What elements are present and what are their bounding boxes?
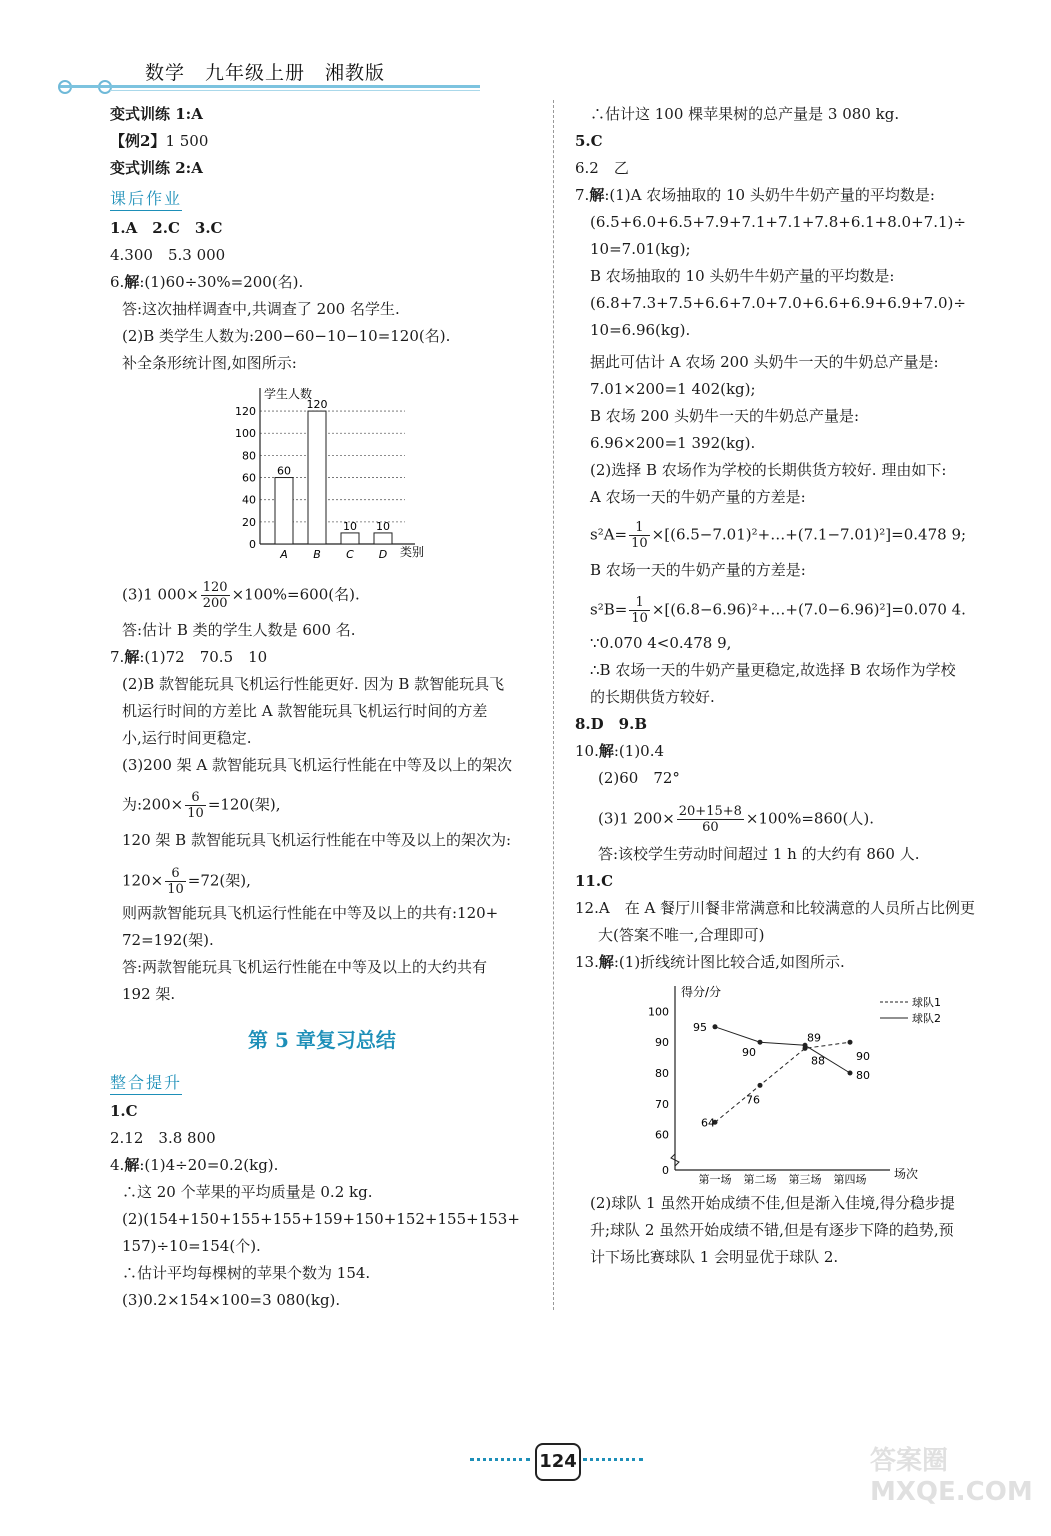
answer-line: 5.C [575, 132, 603, 150]
y-tick-label: 60 [242, 471, 256, 485]
series-line [715, 1042, 850, 1122]
answer-line: 157)÷10=154(个). [122, 1237, 261, 1255]
numerator: 6 [165, 866, 186, 882]
denominator: 200 [202, 596, 228, 611]
solution-label: 解 [598, 953, 614, 971]
section-heading: 课后作业 [110, 186, 182, 211]
data-label: 90 [856, 1050, 870, 1064]
data-label: 89 [807, 1031, 821, 1045]
answer-line: (2)60 72° [598, 769, 680, 787]
formula-part: (3)1 000× [122, 585, 199, 604]
answer-line [590, 595, 966, 626]
answer-line: 192 架. [122, 985, 176, 1003]
answer-line: B 农场一天的牛奶产量的方差是: [590, 561, 806, 579]
answer-line [122, 790, 280, 821]
y-tick-label: 80 [242, 449, 256, 463]
answer-line [590, 520, 966, 551]
formula-part: s²A= [590, 525, 628, 544]
answer-line: B 农场 200 头奶牛一天的牛奶总产量是: [590, 407, 860, 425]
answer-line: ∴估计这 100 棵苹果树的总产量是 3 080 kg. [590, 105, 900, 123]
denominator: 10 [167, 882, 184, 897]
answer-line: 升;球队 2 虽然开始成绩不错,但是有逐步下降的趋势,预 [590, 1221, 954, 1239]
data-label: 90 [742, 1046, 756, 1060]
y-tick-label: 120 [235, 405, 256, 419]
q-number: 10. [575, 742, 599, 760]
solution-text: :(1)4÷20=0.2(kg). [139, 1156, 279, 1174]
denominator: 60 [702, 820, 719, 835]
answer-line [575, 952, 845, 972]
answer-line: ∵0.070 4<0.478 9, [590, 634, 732, 652]
bar [275, 478, 293, 544]
data-point [848, 1040, 853, 1045]
answer-line: (2)B 类学生人数为:200−60−10−10=120(名). [122, 327, 451, 345]
denominator: 10 [631, 611, 648, 626]
answer-line [110, 1155, 278, 1175]
column-divider [553, 100, 554, 1310]
numerator: 20+15+8 [678, 804, 742, 819]
bar-value-label: 120 [306, 398, 328, 412]
q-number: 13. [575, 953, 599, 971]
answer-line: 2.12 3.8 800 [110, 1129, 216, 1147]
bar [308, 411, 326, 544]
chapter-title: 第 5 章复习总结 [248, 1028, 396, 1052]
x-axis-label: 类别 [400, 545, 425, 559]
solution-text: :(1)0.4 [613, 742, 665, 760]
data-point [758, 1083, 763, 1088]
solution-text: :(1)A 农场抽取的 10 头奶牛牛奶产量的平均数是: [604, 186, 935, 204]
y-axis-label: 学生人数 [264, 387, 313, 401]
x-axis-label: 场次 [894, 1167, 919, 1181]
answer-line: (3)200 架 A 款智能玩具飞机运行性能在中等及以上的架次 [122, 756, 513, 774]
solution-text: :(1)72 70.5 10 [139, 648, 268, 666]
answer-line: B 农场抽取的 10 头奶牛牛奶产量的平均数是: [590, 267, 895, 285]
formula-part: ×100%=600(名). [231, 585, 360, 604]
formula-part: =72(架), [187, 871, 251, 890]
fraction [629, 520, 650, 551]
q-number: 7. [575, 186, 590, 204]
answer-line: 补全条形统计图,如图所示: [122, 354, 297, 372]
fraction [201, 580, 230, 611]
data-point [848, 1071, 853, 1076]
answer-line: ∴估计平均每棵树的苹果个数为 154. [122, 1264, 371, 1282]
x-tick-label: 第三场 [788, 1173, 822, 1186]
watermark: 答案圈 MXQE.COM [870, 1446, 1033, 1507]
answer-line: 10=6.96(kg). [590, 321, 691, 339]
fraction [165, 866, 186, 897]
answer-line: (2)球队 1 虽然开始成绩不佳,但是渐入佳境,得分稳步提 [590, 1194, 955, 1212]
example-label: 【例2】 [110, 132, 166, 150]
solution-label: 解 [589, 186, 605, 204]
answer-line: 8.D 9.B [575, 715, 648, 733]
series-line [715, 1027, 850, 1073]
answer-line: 大(答案不唯一,合理即可) [598, 926, 765, 944]
answer-line: 答:该校学生劳动时间超过 1 h 的大约有 860 人. [598, 845, 920, 863]
formula-part: =120(架), [207, 795, 281, 814]
category-label: A [280, 548, 288, 560]
answer-line: 变式训练 1:A [110, 105, 203, 123]
answer-line: 6.96×200=1 392(kg). [590, 434, 756, 452]
formula-part: s²B= [590, 600, 628, 619]
category-label: C [346, 548, 354, 560]
answer-line: 则两款智能玩具飞机运行性能在中等及以上的共有:120+ [122, 904, 499, 922]
x-tick-label: 第二场 [743, 1173, 777, 1186]
answer-line: 120 架 B 款智能玩具飞机运行性能在中等及以上的架次为: [122, 831, 512, 849]
answer-line [575, 741, 664, 761]
answer-line: 10=7.01(kg); [590, 240, 691, 258]
legend-label: 球队2 [912, 1012, 941, 1025]
denominator: 10 [631, 536, 648, 551]
header-rule [60, 85, 480, 88]
numerator: 120 [202, 580, 228, 595]
answer-line: (3)0.2×154×100=3 080(kg). [122, 1291, 341, 1309]
bar-value-label: 10 [376, 519, 390, 533]
answer-line: A 农场一天的牛奶产量的方差是: [590, 488, 806, 506]
solution-text: :(1)折线统计图比较合适,如图所示. [613, 953, 845, 971]
answer-line: 7.01×200=1 402(kg); [590, 380, 756, 398]
solution-label: 解 [124, 1156, 140, 1174]
numerator: 6 [185, 790, 206, 806]
answer-line: 4.300 5.3 000 [110, 246, 226, 264]
answer-line: 的长期供货方较好. [590, 688, 715, 706]
answer-line: ∴B 农场一天的牛奶产量更稳定,故选择 B 农场作为学校 [590, 661, 956, 679]
answer-line: (6.8+7.3+7.5+6.6+7.0+7.0+6.6+6.9+6.9+7.0)÷ [590, 294, 966, 312]
answer-line: ∴这 20 个苹果的平均质量是 0.2 kg. [122, 1183, 373, 1201]
bar-value-label: 10 [343, 519, 357, 533]
solution-label: 解 [124, 648, 140, 666]
answer-line: 72=192(架). [122, 931, 214, 949]
answer-line: 1.C [110, 1102, 138, 1120]
answer-line: 1.A 2.C 3.C [110, 219, 223, 237]
answer-line [575, 185, 935, 205]
formula-part: ×[(6.8−6.96)²+…+(7.0−6.96)²]=0.070 4. [651, 600, 966, 619]
answer-line: 答:两款智能玩具飞机运行性能在中等及以上的大约共有 [122, 958, 488, 976]
bar [374, 533, 392, 544]
line-chart [640, 982, 970, 1187]
q-number: 6. [110, 273, 125, 291]
y-tick-label: 20 [242, 515, 256, 529]
y-tick-label: 0 [662, 1164, 669, 1177]
category-label: B [313, 548, 321, 560]
fraction [185, 790, 206, 821]
answer-line: 答:这次抽样调查中,共调查了 200 名学生. [122, 300, 400, 318]
answer-line: 6.2 乙 [575, 159, 629, 177]
page-number: 124 [535, 1443, 581, 1481]
data-label: 80 [856, 1069, 870, 1082]
answer-line: 机运行时间的方差比 A 款智能玩具飞机运行时间的方差 [122, 702, 488, 720]
answer-line: (2)(154+150+155+155+159+150+152+155+153+ [122, 1210, 520, 1228]
bar [341, 533, 359, 544]
x-tick-label: 第四场 [833, 1173, 867, 1186]
formula-part: ×[(6.5−7.01)²+…+(7.1−7.01)²]=0.478 9; [651, 525, 967, 544]
y-tick-label: 90 [655, 1036, 669, 1050]
answer-line: 答:估计 B 类的学生人数是 600 名. [122, 621, 356, 639]
fraction [677, 804, 744, 835]
answer-line [110, 272, 303, 292]
y-tick-label: 100 [648, 1005, 669, 1019]
y-tick-label: 40 [242, 493, 256, 507]
formula-part: 为:200× [122, 795, 184, 814]
formula-part: 120× [122, 871, 164, 890]
y-axis-label: 得分/分 [681, 985, 722, 999]
denominator: 10 [187, 806, 204, 821]
page-dots [583, 1458, 643, 1461]
answer-line: 12.A 在 A 餐厅川餐非常满意和比较满意的人员所占比例更 [575, 899, 976, 917]
x-tick-label: 第一场 [698, 1173, 732, 1186]
answer-line: 11.C [575, 872, 614, 890]
numerator: 1 [629, 595, 650, 611]
legend-label: 球队1 [912, 996, 941, 1009]
answer-line: 计下场比赛球队 1 会明显优于球队 2. [590, 1248, 839, 1266]
answer-line [598, 804, 874, 835]
answer-line [110, 131, 208, 151]
bar-chart [220, 380, 440, 560]
data-label: 88 [811, 1054, 825, 1068]
answer-line [122, 866, 251, 897]
answer-line: 变式训练 2:A [110, 159, 203, 177]
formula-part: (3)1 200× [598, 809, 675, 828]
q-number: 4. [110, 1156, 125, 1174]
solution-label: 解 [124, 273, 140, 291]
y-tick-label: 100 [235, 427, 256, 441]
answer-line [110, 647, 267, 667]
q-number: 7. [110, 648, 125, 666]
answer-line: 小,运行时间更稳定. [122, 729, 252, 747]
answer-line [122, 580, 360, 611]
answer-line: (2)B 款智能玩具飞机运行性能更好. 因为 B 款智能玩具飞 [122, 675, 505, 693]
numerator: 1 [629, 520, 650, 536]
data-point [713, 1024, 718, 1029]
data-label: 76 [746, 1093, 760, 1107]
category-label: D [378, 548, 388, 560]
answer-value: 1 500 [165, 132, 209, 150]
formula-part: ×100%=860(人). [745, 809, 875, 828]
solution-text: :(1)60÷30%=200(名). [139, 273, 304, 291]
page-header-title: 数学 九年级上册 湘教版 [145, 62, 386, 84]
y-tick-label: 0 [249, 538, 256, 551]
solution-label: 解 [598, 742, 614, 760]
data-point [758, 1040, 763, 1045]
y-tick-label: 70 [655, 1097, 669, 1111]
page-dots [470, 1458, 530, 1461]
data-label: 95 [693, 1020, 707, 1034]
header-rule [110, 90, 480, 91]
bar-value-label: 60 [277, 464, 291, 478]
y-tick-label: 60 [655, 1128, 669, 1142]
section-heading: 整合提升 [110, 1070, 182, 1095]
data-label: 64 [701, 1116, 715, 1130]
y-tick-label: 80 [655, 1067, 669, 1080]
answer-line: (6.5+6.0+6.5+7.9+7.1+7.1+7.8+6.1+8.0+7.1)÷ [590, 213, 966, 231]
answer-line: 据此可估计 A 农场 200 头奶牛一天的牛奶总产量是: [590, 353, 939, 371]
fraction [629, 595, 650, 626]
answer-line: (2)选择 B 农场作为学校的长期供货方较好. 理由如下: [590, 461, 947, 479]
